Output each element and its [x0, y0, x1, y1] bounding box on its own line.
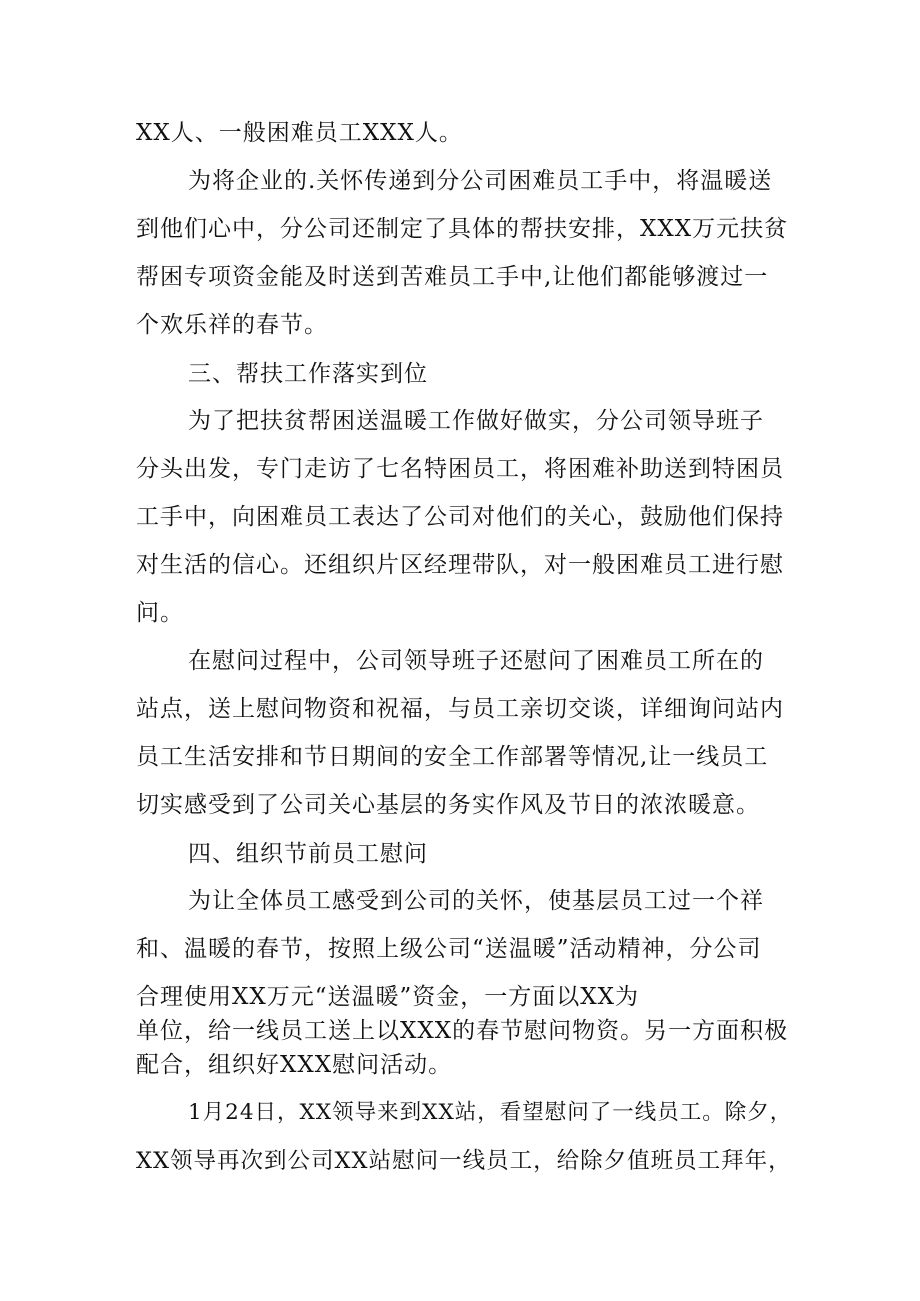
text-line: 分头出发，专门走访了七名特困员工，将困难补助送到特困员 — [136, 456, 784, 482]
text-line: 帮困专项资金能及时送到苦难员工手中,让他们都能够渡过一 — [136, 264, 769, 290]
text-line: 1月24日，XX领导来到XX站，看望慰问了一线员工。除夕， — [188, 1100, 793, 1125]
text-line: 个欢乐祥的春节。 — [136, 312, 328, 338]
text-line: 员工生活安排和节日期间的安全工作部署等情况,让一线员工 — [136, 744, 769, 770]
text-line: 切实感受到了公司关心基层的务实作风及节日的浓浓暖意。 — [136, 792, 760, 818]
text-line: 为将企业的.关怀传递到分公司困难员工手中，将温暖送 — [188, 168, 773, 194]
text-line: 和、温暖的春节，按照上级公司“送温暖”活动精神，分公司 — [136, 936, 762, 962]
text-line: 配合，组织好XXX慰问活动。 — [136, 1052, 453, 1078]
text-line: 工手中，向困难员工表达了公司对他们的关心，鼓励他们保持 — [136, 504, 784, 530]
text-line: 问。 — [136, 600, 184, 626]
text-line: XX人、一般困难员工XXX人。 — [136, 120, 463, 146]
text-line: 对生活的信心。还组织片区经理带队，对一般困难员工进行慰 — [136, 552, 784, 578]
text-line: 单位，给一线员工送上以XXX的春节慰问物资。另一方面积极 — [136, 1018, 789, 1044]
text-line: 为了把扶贫帮困送温暖工作做好做实，分公司领导班子 — [188, 408, 764, 434]
section-heading: 三、帮扶工作落实到位 — [188, 361, 428, 387]
text-line: 为让全体员工感受到公司的关怀，使基层员工过一个祥 — [188, 888, 764, 914]
text-line: 合理使用XX万元“送温暖”资金，一方面以XX为 — [136, 984, 640, 1010]
section-heading: 四、组织节前员工慰问 — [188, 841, 428, 867]
text-line: XX领导再次到公司XX站慰问一线员工，给除夕值班员工拜年， — [136, 1148, 792, 1174]
text-line: 到他们心中，分公司还制定了具体的帮扶安排，XXX万元扶贫 — [136, 216, 789, 242]
text-line: 在慰问过程中，公司领导班子还慰问了困难员工所在的 — [188, 648, 764, 674]
text-line: 站点，送上慰问物资和祝福，与员工亲切交谈，详细询问站内 — [136, 696, 784, 722]
